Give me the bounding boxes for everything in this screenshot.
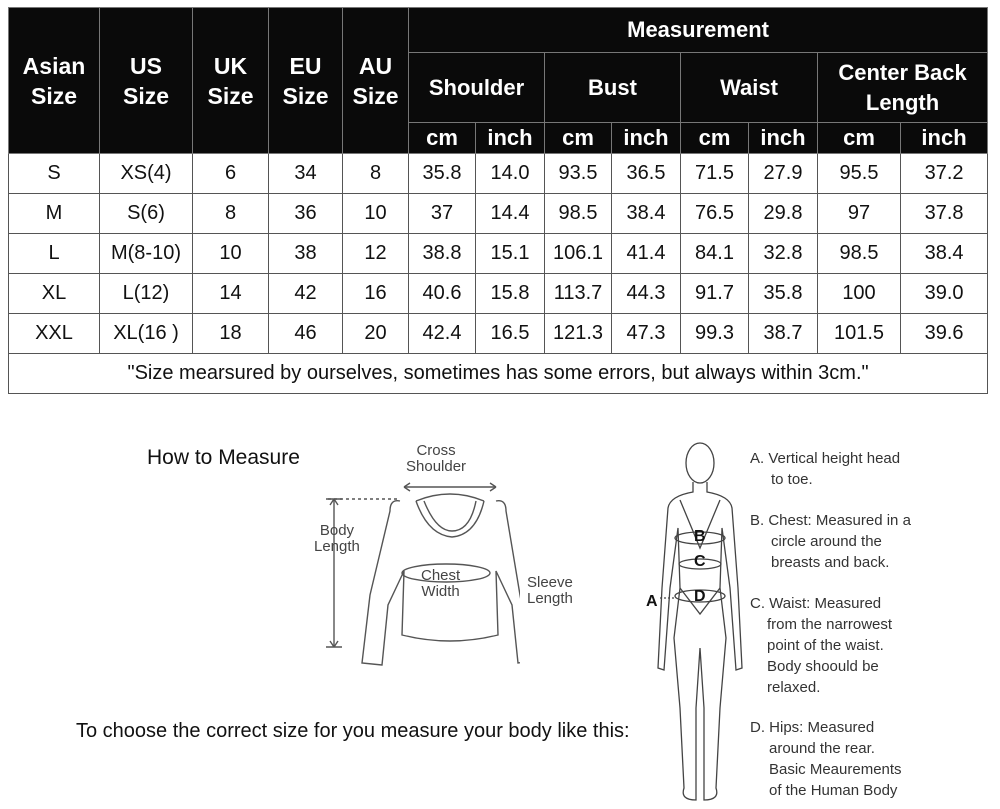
how-to-measure-heading: How to Measure: [147, 446, 300, 469]
table-cell: 42.4: [409, 314, 476, 354]
table-cell: 38: [269, 234, 343, 274]
table-cell: 91.7: [681, 274, 749, 314]
table-cell: 16.5: [476, 314, 545, 354]
table-row: [9, 234, 988, 274]
table-cell: S: [9, 154, 100, 194]
table-cell: 121.3: [545, 314, 612, 354]
table-cell: 47.3: [612, 314, 681, 354]
table-cell: 38.8: [409, 234, 476, 274]
measurement-note: "Size mearsured by ourselves, sometimes has some errors, but always within 3cm.": [9, 354, 988, 394]
table-row: [9, 314, 988, 354]
table-cell: 40.6: [409, 274, 476, 314]
table-cell: 8: [343, 154, 409, 194]
table-cell: 14.4: [476, 194, 545, 234]
instruction-d: D. Hips: Measured around the rear. Basic Meaurements of the Human Body: [750, 719, 902, 799]
header-center-back-length: Center Back Length: [818, 53, 988, 123]
chest-width-label: Chest Width: [421, 567, 461, 600]
table-cell: 15.8: [476, 274, 545, 314]
body-marker-c: C: [694, 553, 706, 570]
table-cell: 35.8: [409, 154, 476, 194]
table-cell: 42: [269, 274, 343, 314]
table-cell: 14: [193, 274, 269, 314]
header-us-size: US Size: [100, 8, 193, 154]
table-cell: 6: [193, 154, 269, 194]
table-cell: 32.8: [749, 234, 818, 274]
body-marker-d: D: [694, 588, 706, 605]
table-cell: XL(16 ): [100, 314, 193, 354]
table-cell: 39.6: [901, 314, 988, 354]
table-cell: 93.5: [545, 154, 612, 194]
table-cell: 36.5: [612, 154, 681, 194]
header-uk-size: UK Size: [193, 8, 269, 154]
table-cell: 37.2: [901, 154, 988, 194]
cross-shoulder-label: Cross Shoulder: [406, 442, 467, 475]
table-cell: 97: [818, 194, 901, 234]
instruction-c: C. Waist: Measured from the narrowest point of the waist. Body shoould be relaxed.: [750, 595, 893, 696]
table-cell: M: [9, 194, 100, 234]
table-cell: 38.7: [749, 314, 818, 354]
table-row: [9, 154, 988, 194]
size-chart-table: [8, 7, 988, 394]
sleeve-length-label: Sleeve Length: [527, 574, 573, 607]
table-cell: 27.9: [749, 154, 818, 194]
table-cell: 100: [818, 274, 901, 314]
table-cell: 12: [343, 234, 409, 274]
table-cell: 98.5: [545, 194, 612, 234]
table-cell: 38.4: [612, 194, 681, 234]
table-cell: 18: [193, 314, 269, 354]
table-cell: 101.5: [818, 314, 901, 354]
unit-cm: cm: [409, 123, 476, 154]
unit-inch: inch: [612, 123, 681, 154]
table-cell: 37.8: [901, 194, 988, 234]
table-cell: 76.5: [681, 194, 749, 234]
table-cell: M(8-10): [100, 234, 193, 274]
header-eu-size: EU Size: [269, 8, 343, 154]
unit-cm: cm: [818, 123, 901, 154]
table-cell: 95.5: [818, 154, 901, 194]
table-cell: L(12): [100, 274, 193, 314]
table-cell: 29.8: [749, 194, 818, 234]
table-cell: 71.5: [681, 154, 749, 194]
unit-inch: inch: [901, 123, 988, 154]
table-cell: 84.1: [681, 234, 749, 274]
header-shoulder: Shoulder: [409, 53, 545, 123]
table-cell: 35.8: [749, 274, 818, 314]
table-row: [9, 194, 988, 234]
instruction-a: A. Vertical height head to toe.: [750, 450, 901, 488]
table-cell: 39.0: [901, 274, 988, 314]
garment-diagram: [320, 475, 520, 675]
table-cell: 37: [409, 194, 476, 234]
choose-size-instruction: To choose the correct size for you measure your body like this:: [76, 720, 630, 742]
unit-cm: cm: [545, 123, 612, 154]
table-cell: 41.4: [612, 234, 681, 274]
table-cell: XS(4): [100, 154, 193, 194]
header-au-size: AU Size: [343, 8, 409, 154]
table-cell: 16: [343, 274, 409, 314]
table-cell: 99.3: [681, 314, 749, 354]
body-figure-diagram: [650, 438, 750, 808]
unit-cm: cm: [681, 123, 749, 154]
header-waist: Waist: [681, 53, 818, 123]
table-cell: 44.3: [612, 274, 681, 314]
table-cell: L: [9, 234, 100, 274]
table-cell: 38.4: [901, 234, 988, 274]
table-cell: 36: [269, 194, 343, 234]
table-row: [9, 274, 988, 314]
table-cell: 10: [343, 194, 409, 234]
table-cell: 113.7: [545, 274, 612, 314]
unit-inch: inch: [476, 123, 545, 154]
table-cell: 106.1: [545, 234, 612, 274]
body-marker-a: A: [646, 593, 658, 610]
table-cell: 10: [193, 234, 269, 274]
table-cell: XL: [9, 274, 100, 314]
unit-inch: inch: [749, 123, 818, 154]
table-cell: 98.5: [818, 234, 901, 274]
body-marker-b: B: [694, 528, 706, 545]
table-cell: 15.1: [476, 234, 545, 274]
header-bust: Bust: [545, 53, 681, 123]
header-asian-size: Asian Size: [9, 8, 100, 154]
table-cell: XXL: [9, 314, 100, 354]
table-cell: 46: [269, 314, 343, 354]
table-cell: 34: [269, 154, 343, 194]
body-length-label: Body Length: [314, 522, 360, 555]
header-measurement: Measurement: [409, 8, 988, 53]
table-cell: 20: [343, 314, 409, 354]
table-cell: 14.0: [476, 154, 545, 194]
table-cell: S(6): [100, 194, 193, 234]
instruction-b: B. Chest: Measured in a circle around the breasts and back.: [750, 512, 911, 571]
table-cell: 8: [193, 194, 269, 234]
